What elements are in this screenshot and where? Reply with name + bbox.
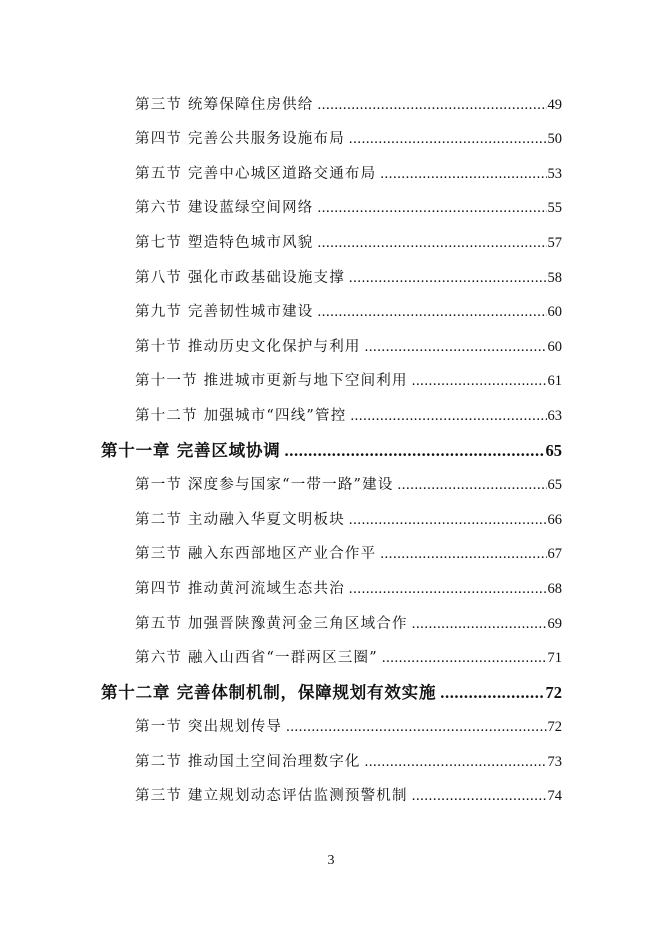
- toc-leader-dots: [286, 717, 546, 737]
- toc-entry-label: 第七节 塑造特色城市风貌: [135, 234, 314, 251]
- toc-leader-dots: [318, 233, 547, 253]
- toc-entry-page: 63: [547, 407, 562, 424]
- toc-entry-label: 第四节 完善公共服务设施布局: [135, 131, 345, 148]
- toc-leader-dots: [318, 198, 547, 218]
- toc-leader-dots: [349, 129, 547, 149]
- toc-entry-label: 第十节 推动历史文化保护与利用: [135, 338, 361, 355]
- toc-entry[interactable]: [0, 634, 662, 669]
- toc-entry-label: 第三节 建立规划动态评估监测预警机制: [135, 788, 408, 805]
- toc-entry-page: 49: [547, 96, 562, 113]
- toc-entry-label: 第五节 完善中心城区道路交通布局: [135, 165, 377, 182]
- toc-leader-dots: [349, 510, 547, 530]
- toc-entry-page: 68: [547, 580, 562, 597]
- toc-entry-page: 67: [547, 546, 562, 563]
- toc-entry-page: 58: [547, 269, 562, 286]
- toc-entry[interactable]: [0, 703, 662, 738]
- table-of-contents: [0, 80, 662, 806]
- toc-entry[interactable]: [0, 772, 662, 807]
- toc-entry-page: 50: [547, 131, 562, 148]
- toc-leader-dots: [365, 752, 547, 772]
- toc-entry-label: 第三节 统筹保障住房供给: [135, 96, 314, 113]
- toc-leader-dots: [382, 648, 547, 668]
- toc-entry-page: 72: [547, 719, 562, 736]
- toc-entry-page: 53: [547, 165, 562, 182]
- toc-chapter-entry[interactable]: [0, 426, 662, 461]
- toc-chapter-entry[interactable]: [0, 668, 662, 703]
- toc-entry[interactable]: [0, 322, 662, 357]
- toc-entry[interactable]: [0, 115, 662, 150]
- page-number: 3: [327, 853, 335, 868]
- toc-entry-label: 第二节 主动融入华夏文明板块: [135, 511, 345, 528]
- toc-entry[interactable]: [0, 80, 662, 115]
- toc-entry[interactable]: [0, 530, 662, 565]
- toc-leader-dots: [365, 337, 547, 357]
- toc-entry-label: 第六节 建设蓝绿空间网络: [135, 200, 314, 217]
- toc-entry-label: 第十一节 推进城市更新与地下空间利用: [135, 373, 408, 390]
- toc-leader-dots: [349, 579, 547, 599]
- toc-entry[interactable]: [0, 495, 662, 530]
- toc-entry[interactable]: [0, 391, 662, 426]
- toc-entry-page: 60: [547, 338, 562, 355]
- toc-entry-page: 71: [547, 650, 562, 667]
- toc-leader-dots: [440, 683, 544, 703]
- toc-entry-page: 69: [547, 615, 562, 632]
- toc-entry[interactable]: [0, 218, 662, 253]
- toc-entry-page: 61: [547, 373, 562, 390]
- toc-leader-dots: [349, 268, 547, 288]
- toc-leader-dots: [318, 95, 547, 115]
- toc-entry-label: 第一节 突出规划传导: [135, 719, 283, 736]
- toc-entry-page: 66: [547, 511, 562, 528]
- toc-entry-label: 第五节 加强晋陕豫黄河金三角区域合作: [135, 615, 408, 632]
- toc-entry-label: 第九节 完善韧性城市建设: [135, 304, 314, 321]
- toc-entry-page: 60: [547, 304, 562, 321]
- toc-entry[interactable]: [0, 288, 662, 323]
- toc-leader-dots: [380, 544, 546, 564]
- toc-leader-dots: [285, 441, 545, 461]
- toc-entry-label: 第六节 融入山西省“一群两区三圈”: [135, 650, 378, 667]
- toc-leader-dots: [318, 302, 547, 322]
- toc-chapter-page: 65: [545, 440, 562, 460]
- toc-leader-dots: [412, 786, 547, 806]
- toc-entry[interactable]: [0, 737, 662, 772]
- toc-entry-label: 第四节 推动黄河流域生态共治: [135, 580, 345, 597]
- toc-entry-page: 65: [547, 477, 562, 494]
- toc-entry-page: 73: [547, 753, 562, 770]
- toc-entry[interactable]: [0, 357, 662, 392]
- toc-chapter-label: 第十二章 完善体制机制，保障规划有效实施: [101, 682, 437, 702]
- toc-leader-dots: [412, 614, 547, 634]
- toc-entry[interactable]: [0, 599, 662, 634]
- toc-leader-dots: [350, 406, 546, 426]
- toc-entry[interactable]: [0, 149, 662, 184]
- toc-entry-label: 第三节 融入东西部地区产业合作平: [135, 546, 377, 563]
- toc-entry-label: 第一节 深度参与国家“一带一路”建设: [135, 477, 394, 494]
- toc-entry-page: 55: [547, 200, 562, 217]
- toc-entry[interactable]: [0, 564, 662, 599]
- toc-entry[interactable]: [0, 184, 662, 219]
- toc-entry-page: 74: [547, 788, 562, 805]
- toc-leader-dots: [380, 164, 546, 184]
- toc-entry-label: 第十二节 加强城市“四线”管控: [135, 407, 347, 424]
- toc-entry[interactable]: [0, 461, 662, 496]
- toc-chapter-label: 第十一章 完善区域协调: [101, 440, 281, 460]
- toc-entry[interactable]: [0, 253, 662, 288]
- toc-entry-page: 57: [547, 234, 562, 251]
- toc-entry-label: 第二节 推动国土空间治理数字化: [135, 753, 361, 770]
- toc-leader-dots: [412, 371, 547, 391]
- toc-leader-dots: [398, 475, 547, 495]
- toc-chapter-page: 72: [545, 682, 562, 702]
- toc-entry-label: 第八节 强化市政基础设施支撑: [135, 269, 345, 286]
